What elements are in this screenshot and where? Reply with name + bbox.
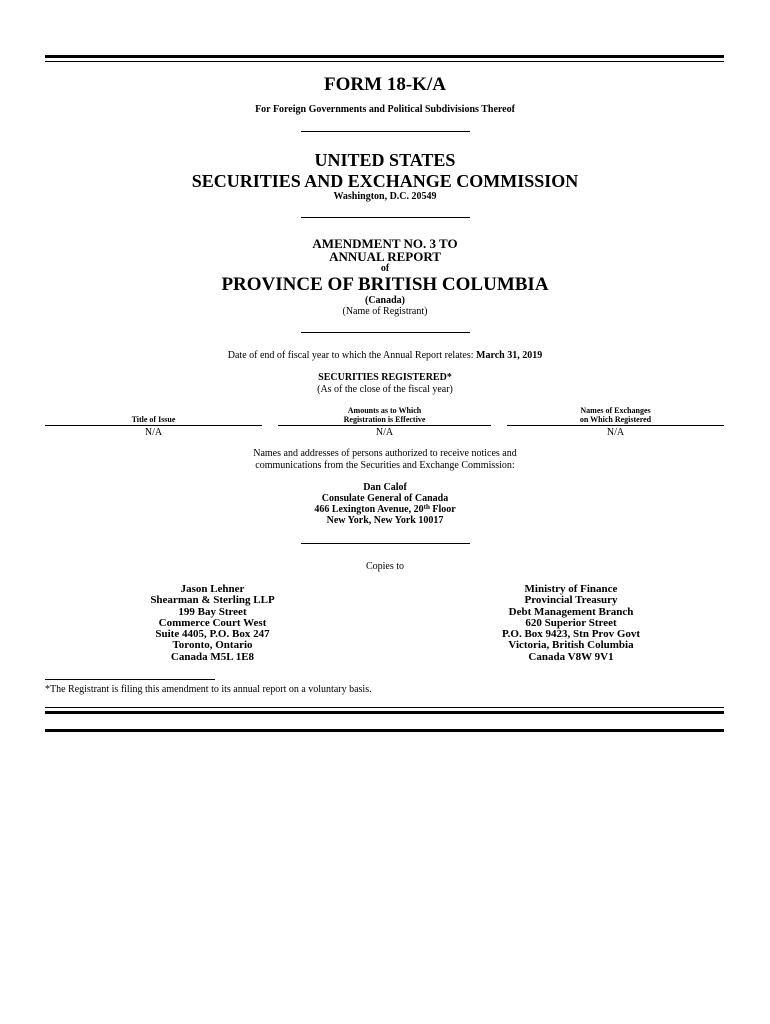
address-line: Commerce Court West — [158, 616, 267, 629]
agency-location: Washington, D.C. 20549 — [333, 191, 437, 202]
page-end-rule — [45, 729, 724, 732]
agent-street: 466 Lexington Avenue, 20th Floor — [314, 503, 456, 515]
agent-name: Dan Calof — [363, 482, 407, 493]
agent-org: Consulate General of Canada — [321, 493, 449, 504]
fiscal-year-value: March 31, 2019 — [476, 350, 543, 361]
amendment-line: AMENDMENT NO. 3 TO — [312, 236, 458, 251]
divider — [301, 332, 470, 333]
address-line: Victoria, British Columbia — [508, 639, 634, 652]
column-rule — [278, 425, 491, 426]
form-subtitle: For Foreign Governments and Political Subdivisions Thereof — [255, 104, 515, 115]
address-line: Debt Management Branch — [508, 605, 634, 618]
divider — [301, 217, 470, 218]
securities-subheading: (As of the close of the fiscal year) — [317, 384, 453, 395]
copy-left-address — [110, 584, 315, 663]
footnote: *The Registrant is filing this amendment to its annual report on a voluntary basis. — [45, 684, 372, 695]
notice-text-line-2: communications from the Securities and Exchange Commission: — [255, 460, 515, 471]
top-rule-thin — [45, 61, 724, 62]
column-value: N/A — [144, 427, 163, 438]
address-line: Provincial Treasury — [524, 594, 618, 607]
footnote-rule — [45, 679, 215, 680]
column-value: N/A — [606, 427, 625, 438]
address-line: Suite 4405, P.O. Box 247 — [155, 628, 270, 641]
address-line: P.O. Box 9423, Stn Prov Govt — [501, 628, 641, 641]
report-type: ANNUAL REPORT — [329, 249, 441, 264]
divider — [301, 543, 470, 544]
divider — [301, 131, 470, 132]
column-rule — [507, 425, 724, 426]
fiscal-year-label: Date of end of fiscal year to which the Annual Report relates: — [227, 350, 477, 361]
agency-line-2: SECURITIES AND EXCHANGE COMMISSION — [191, 171, 579, 191]
of-word: of — [380, 263, 390, 274]
address-line: Jason Lehner — [180, 583, 245, 595]
bottom-rule-thin — [45, 707, 724, 708]
address-line: 199 Bay Street — [178, 605, 247, 618]
address-line: Canada V8W 9V1 — [528, 650, 614, 663]
registrant-caption: (Name of Registrant) — [342, 306, 428, 317]
registrant-country: (Canada) — [364, 295, 405, 306]
securities-heading: SECURITIES REGISTERED* — [318, 372, 452, 383]
column-header-amounts: Amounts as to Which Registration is Effective — [343, 406, 426, 424]
column-header-title-of-issue: Title of Issue — [131, 415, 176, 424]
column-header-exchanges: Names of Exchanges on Which Registered — [579, 406, 652, 424]
top-rule — [45, 55, 724, 58]
registrant-name: PROVINCE OF BRITISH COLUMBIA — [221, 274, 549, 295]
column-value: N/A — [375, 427, 394, 438]
copy-right-address — [457, 584, 685, 663]
address-line: 620 Superior Street — [525, 616, 617, 629]
fiscal-year-line — [0, 350, 770, 361]
address-line: Canada M5L 1E8 — [170, 650, 255, 663]
address-line: Shearman & Sterling LLP — [150, 594, 275, 607]
bottom-rule — [45, 711, 724, 714]
address-line: Ministry of Finance — [524, 583, 618, 595]
agency-line-1: UNITED STATES — [314, 150, 456, 170]
column-rule — [45, 425, 262, 426]
copies-to: Copies to — [365, 561, 405, 572]
address-line: Toronto, Ontario — [172, 639, 253, 652]
notice-text-line-1: Names and addresses of persons authorized to receive notices and — [253, 448, 517, 459]
agent-city: New York, New York 10017 — [326, 515, 444, 526]
form-title: FORM 18-K/A — [324, 74, 446, 95]
